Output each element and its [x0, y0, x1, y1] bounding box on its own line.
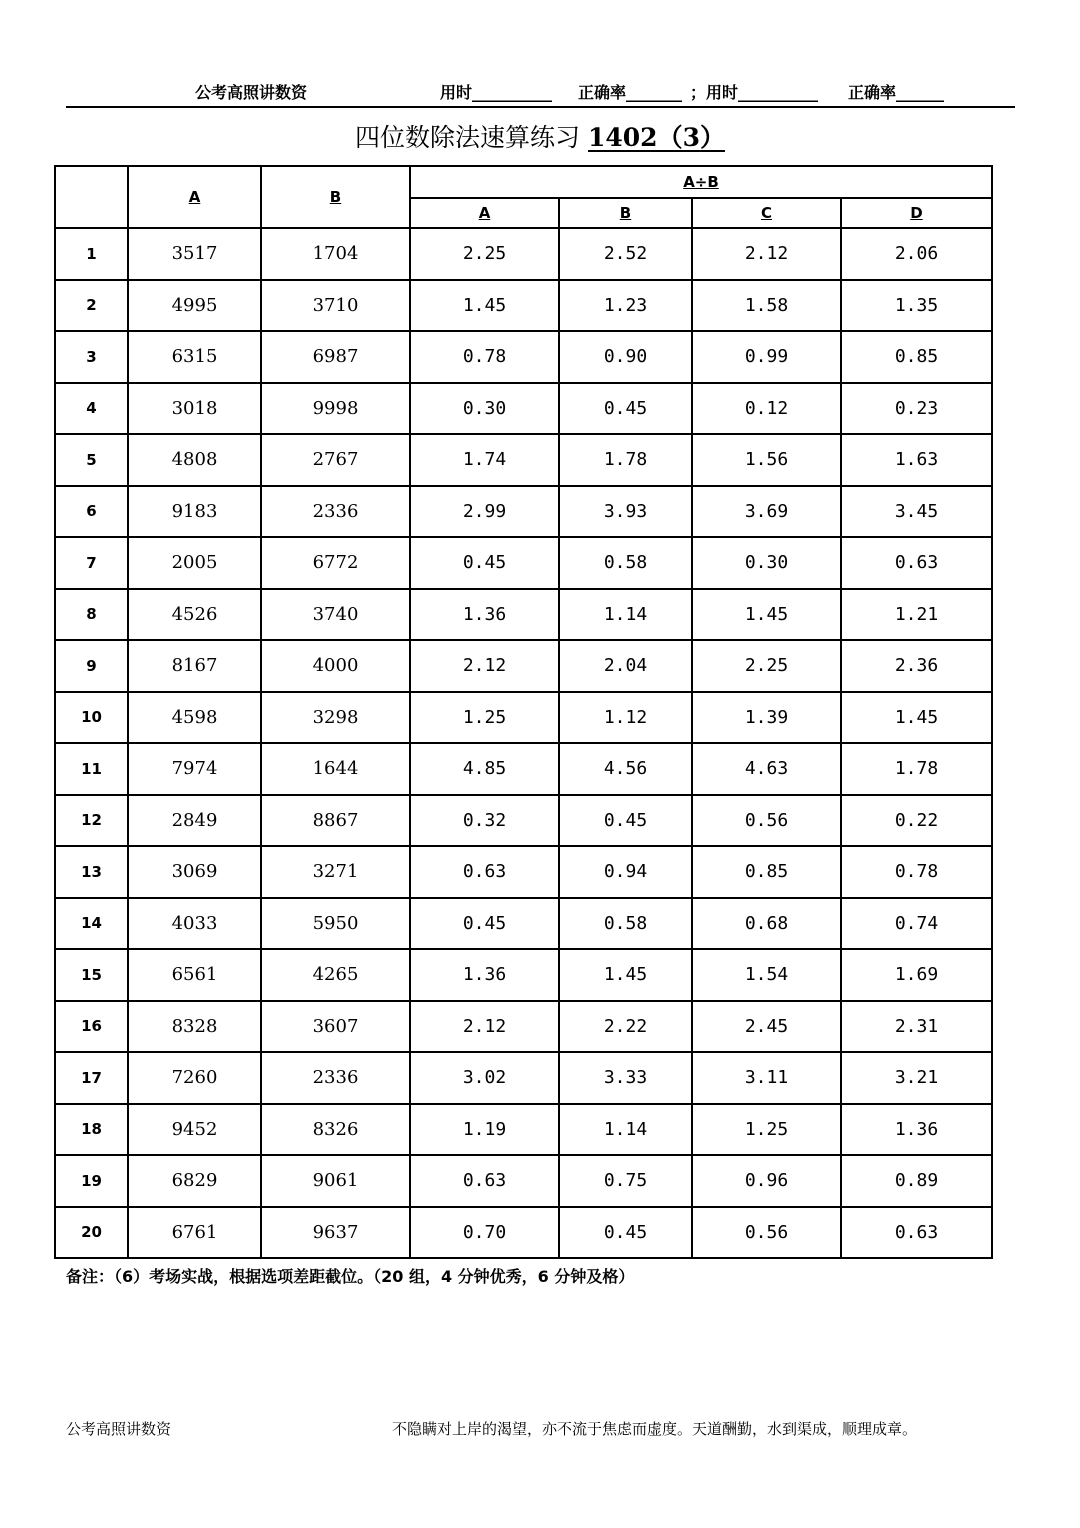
- cell-b: 6987: [261, 331, 410, 383]
- table-row: [55, 743, 992, 795]
- row-index: 12: [55, 795, 128, 847]
- option-b-cell: 1.45: [559, 949, 692, 1001]
- cell-a: 3069: [128, 846, 261, 898]
- row-index: 7: [55, 537, 128, 589]
- header-option-b: B: [559, 198, 692, 228]
- option-b-cell: 3.33: [559, 1052, 692, 1104]
- option-d-cell: 0.63: [841, 537, 992, 589]
- cell-b: 2767: [261, 434, 410, 486]
- header-option-a: A: [410, 198, 559, 228]
- row-index: 15: [55, 949, 128, 1001]
- option-d-cell: 0.74: [841, 898, 992, 950]
- option-a-cell: 0.78: [410, 331, 559, 383]
- option-a-cell: 0.30: [410, 383, 559, 435]
- exercise-table: [54, 165, 993, 1259]
- option-b-cell: 2.04: [559, 640, 692, 692]
- header-option-d: D: [841, 198, 992, 228]
- option-b-cell: 0.45: [559, 795, 692, 847]
- cell-b: 3298: [261, 692, 410, 744]
- option-c-cell: 1.58: [692, 280, 841, 332]
- option-b-cell: 4.56: [559, 743, 692, 795]
- cell-b: 9998: [261, 383, 410, 435]
- note-text: 备注：（6）考场实战，根据选项差距截位。（20 组，4 分钟优秀，6 分钟及格）: [66, 1267, 635, 1286]
- option-b-cell: 2.22: [559, 1001, 692, 1053]
- cell-b: 3607: [261, 1001, 410, 1053]
- header-quotient-group: A÷B: [410, 166, 992, 198]
- table-row: [55, 846, 992, 898]
- table-row: [55, 898, 992, 950]
- option-a-cell: 0.63: [410, 1155, 559, 1207]
- option-a-cell: 0.32: [410, 795, 559, 847]
- option-d-cell: 1.36: [841, 1104, 992, 1156]
- footer-motto: 不隐瞒对上岸的渴望，亦不流于焦虑而虚度。天道酬勤，水到渠成，顺理成章。: [392, 1420, 918, 1438]
- page-header: [0, 78, 1080, 104]
- row-index: 17: [55, 1052, 128, 1104]
- option-d-cell: 0.23: [841, 383, 992, 435]
- table-row: [55, 331, 992, 383]
- option-c-cell: 0.99: [692, 331, 841, 383]
- option-d-cell: 0.89: [841, 1155, 992, 1207]
- option-c-cell: 2.25: [692, 640, 841, 692]
- option-d-cell: 1.21: [841, 589, 992, 641]
- table-row: [55, 486, 992, 538]
- title-number: 1402（3）: [587, 123, 725, 152]
- accuracy-label-2: 正确率______: [848, 83, 945, 102]
- cell-a: 9183: [128, 486, 261, 538]
- row-index: 18: [55, 1104, 128, 1156]
- header-col-b: B: [261, 166, 410, 228]
- cell-b: 9061: [261, 1155, 410, 1207]
- table-row: [55, 1052, 992, 1104]
- cell-b: 6772: [261, 537, 410, 589]
- table-row: [55, 537, 992, 589]
- option-b-cell: 0.94: [559, 846, 692, 898]
- row-index: 8: [55, 589, 128, 641]
- option-c-cell: 3.69: [692, 486, 841, 538]
- option-d-cell: 3.45: [841, 486, 992, 538]
- option-a-cell: 3.02: [410, 1052, 559, 1104]
- row-index: 20: [55, 1207, 128, 1259]
- row-index: 9: [55, 640, 128, 692]
- table-row: [55, 280, 992, 332]
- option-c-cell: 1.39: [692, 692, 841, 744]
- option-a-cell: 2.25: [410, 228, 559, 280]
- cell-a: 3018: [128, 383, 261, 435]
- option-d-cell: 3.21: [841, 1052, 992, 1104]
- option-d-cell: 1.35: [841, 280, 992, 332]
- option-a-cell: 0.63: [410, 846, 559, 898]
- row-index: 5: [55, 434, 128, 486]
- header-divider: [66, 106, 1015, 108]
- cell-b: 3710: [261, 280, 410, 332]
- option-b-cell: 1.23: [559, 280, 692, 332]
- table-row: [55, 434, 992, 486]
- table-row: [55, 640, 992, 692]
- option-a-cell: 0.45: [410, 898, 559, 950]
- row-index: 13: [55, 846, 128, 898]
- option-c-cell: 0.96: [692, 1155, 841, 1207]
- option-c-cell: 0.85: [692, 846, 841, 898]
- option-b-cell: 1.78: [559, 434, 692, 486]
- cell-b: 2336: [261, 1052, 410, 1104]
- cell-a: 8167: [128, 640, 261, 692]
- time-label-2: [690, 80, 818, 103]
- cell-a: 2005: [128, 537, 261, 589]
- option-d-cell: 1.78: [841, 743, 992, 795]
- table-row: [55, 383, 992, 435]
- option-d-cell: 2.06: [841, 228, 992, 280]
- header-separator: ；: [690, 83, 707, 102]
- option-b-cell: 1.12: [559, 692, 692, 744]
- option-a-cell: 0.45: [410, 537, 559, 589]
- cell-b: 1644: [261, 743, 410, 795]
- option-a-cell: 2.12: [410, 1001, 559, 1053]
- cell-a: 6315: [128, 331, 261, 383]
- option-a-cell: 4.85: [410, 743, 559, 795]
- option-c-cell: 1.45: [692, 589, 841, 641]
- table-row: [55, 589, 992, 641]
- option-c-cell: 0.68: [692, 898, 841, 950]
- option-a-cell: 1.74: [410, 434, 559, 486]
- cell-b: 1704: [261, 228, 410, 280]
- footer-brand: 公考高照讲数资: [66, 1420, 172, 1438]
- cell-a: 6561: [128, 949, 261, 1001]
- table-row: [55, 1155, 992, 1207]
- row-index: 1: [55, 228, 128, 280]
- table-row: [55, 795, 992, 847]
- option-a-cell: 1.25: [410, 692, 559, 744]
- row-index: 6: [55, 486, 128, 538]
- row-index: 16: [55, 1001, 128, 1053]
- header-index-cell: [55, 166, 128, 228]
- cell-a: 4526: [128, 589, 261, 641]
- option-c-cell: 1.56: [692, 434, 841, 486]
- option-a-cell: 0.70: [410, 1207, 559, 1259]
- option-a-cell: 1.36: [410, 949, 559, 1001]
- row-index: 10: [55, 692, 128, 744]
- cell-b: 3271: [261, 846, 410, 898]
- time-label-2-text: 用时__________: [706, 83, 819, 102]
- option-d-cell: 1.63: [841, 434, 992, 486]
- title-text: 四位数除法速算练习: [355, 123, 588, 152]
- table-row: [55, 1001, 992, 1053]
- option-b-cell: 0.90: [559, 331, 692, 383]
- option-c-cell: 1.25: [692, 1104, 841, 1156]
- accuracy-label-1: 正确率_______: [578, 83, 683, 102]
- cell-a: 4808: [128, 434, 261, 486]
- option-c-cell: 0.12: [692, 383, 841, 435]
- option-d-cell: 0.78: [841, 846, 992, 898]
- cell-b: 4265: [261, 949, 410, 1001]
- cell-a: 7974: [128, 743, 261, 795]
- option-c-cell: 4.63: [692, 743, 841, 795]
- option-c-cell: 2.45: [692, 1001, 841, 1053]
- cell-a: 4598: [128, 692, 261, 744]
- option-c-cell: 0.30: [692, 537, 841, 589]
- option-d-cell: 0.22: [841, 795, 992, 847]
- option-b-cell: 1.14: [559, 1104, 692, 1156]
- option-b-cell: 1.14: [559, 589, 692, 641]
- cell-a: 2849: [128, 795, 261, 847]
- table-row: [55, 692, 992, 744]
- cell-a: 6829: [128, 1155, 261, 1207]
- cell-b: 5950: [261, 898, 410, 950]
- option-b-cell: 0.75: [559, 1155, 692, 1207]
- option-d-cell: 1.69: [841, 949, 992, 1001]
- table-row: [55, 1207, 992, 1259]
- option-b-cell: 0.58: [559, 898, 692, 950]
- cell-a: 7260: [128, 1052, 261, 1104]
- option-d-cell: 0.85: [841, 331, 992, 383]
- row-index: 3: [55, 331, 128, 383]
- header-option-c: C: [692, 198, 841, 228]
- option-d-cell: 2.36: [841, 640, 992, 692]
- cell-b: 8867: [261, 795, 410, 847]
- header-col-a: A: [128, 166, 261, 228]
- option-b-cell: 0.45: [559, 1207, 692, 1259]
- option-a-cell: 2.12: [410, 640, 559, 692]
- option-a-cell: 1.19: [410, 1104, 559, 1156]
- cell-a: 8328: [128, 1001, 261, 1053]
- cell-b: 4000: [261, 640, 410, 692]
- option-a-cell: 1.45: [410, 280, 559, 332]
- option-c-cell: 0.56: [692, 1207, 841, 1259]
- option-b-cell: 2.52: [559, 228, 692, 280]
- option-a-cell: 2.99: [410, 486, 559, 538]
- option-d-cell: 1.45: [841, 692, 992, 744]
- header-brand: 公考高照讲数资: [195, 83, 308, 102]
- cell-a: 9452: [128, 1104, 261, 1156]
- option-d-cell: 0.63: [841, 1207, 992, 1259]
- cell-b: 8326: [261, 1104, 410, 1156]
- option-c-cell: 0.56: [692, 795, 841, 847]
- option-b-cell: 0.58: [559, 537, 692, 589]
- time-label-1: 用时__________: [440, 83, 553, 102]
- option-c-cell: 3.11: [692, 1052, 841, 1104]
- row-index: 11: [55, 743, 128, 795]
- cell-a: 6761: [128, 1207, 261, 1259]
- option-b-cell: 3.93: [559, 486, 692, 538]
- option-d-cell: 2.31: [841, 1001, 992, 1053]
- option-c-cell: 1.54: [692, 949, 841, 1001]
- table-row: [55, 1104, 992, 1156]
- page-title: [0, 118, 1080, 154]
- cell-b: 2336: [261, 486, 410, 538]
- cell-a: 4033: [128, 898, 261, 950]
- row-index: 4: [55, 383, 128, 435]
- option-c-cell: 2.12: [692, 228, 841, 280]
- table-row: [55, 228, 992, 280]
- cell-a: 4995: [128, 280, 261, 332]
- option-a-cell: 1.36: [410, 589, 559, 641]
- cell-b: 3740: [261, 589, 410, 641]
- table-body: [55, 228, 992, 1258]
- table-row: [55, 949, 992, 1001]
- cell-b: 9637: [261, 1207, 410, 1259]
- cell-a: 3517: [128, 228, 261, 280]
- option-b-cell: 0.45: [559, 383, 692, 435]
- row-index: 14: [55, 898, 128, 950]
- row-index: 19: [55, 1155, 128, 1207]
- row-index: 2: [55, 280, 128, 332]
